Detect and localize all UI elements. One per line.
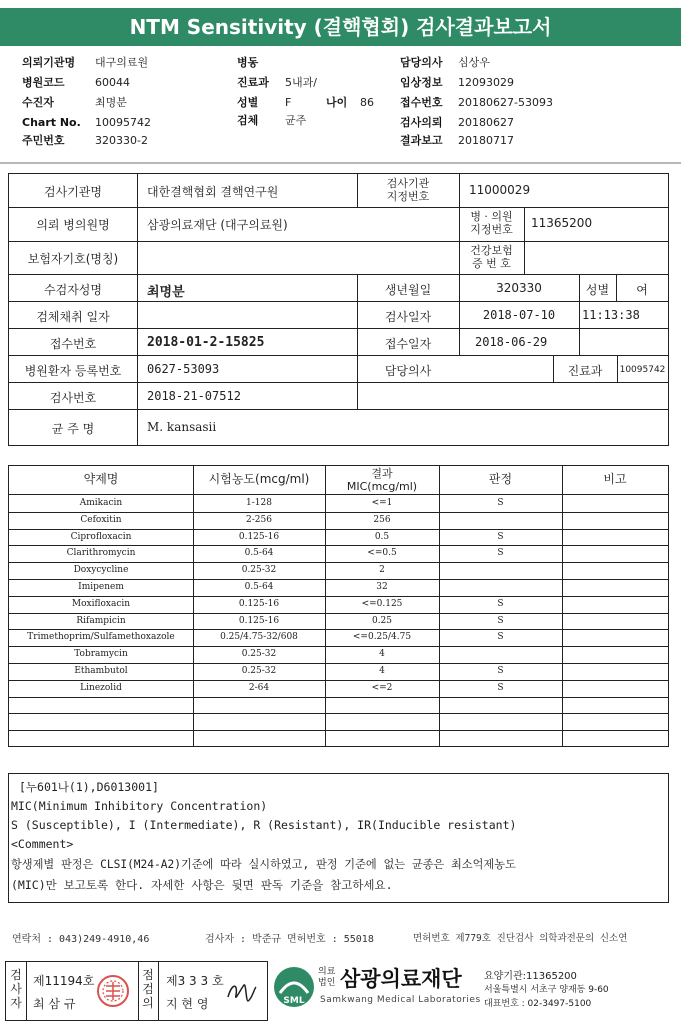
subject-label: 수검자성명 <box>44 283 102 297</box>
health-label <box>459 244 524 270</box>
mic-cell-range: 0.5-64 <box>244 582 274 592</box>
mic-cell-drug: Imipenem <box>78 582 124 592</box>
test-date-value: 2018-07-10 <box>482 308 556 322</box>
sex-value: F <box>285 96 292 109</box>
company-prefix-2: 법인 <box>318 978 336 988</box>
doctor-value: 심상우 <box>458 56 490 69</box>
mic-cell-range: 2-64 <box>248 682 270 693</box>
lab-code-label-line1: 검사기관 <box>386 177 430 190</box>
ref-code-value: 11365200 <box>531 216 593 230</box>
report-title: NTM Sensitivity (결핵협회) 검사결과보고서 <box>0 8 681 46</box>
insured-label: 보험자기호(명칭) <box>27 252 119 266</box>
mic-row <box>9 596 668 613</box>
receipt-label: 접수번호 <box>400 96 443 109</box>
mic-cell-drug: Tobramycin <box>74 649 128 660</box>
comment-mic-def: MIC(Minimum Inhibitory Concentration) <box>11 799 268 813</box>
mic-row <box>9 629 668 646</box>
license-info: 면허번호 제779호 진단검사 의학과전문의 신소연 <box>413 933 628 944</box>
mic-row <box>9 545 668 562</box>
mic-cell-range: 2-256 <box>246 514 272 525</box>
health-label-line2: 증 번 호 <box>472 257 511 270</box>
test-no-label: 검사번호 <box>49 391 97 405</box>
comment-interp-def: S (Susceptible), I (Intermediate), R (Resistant), IR(Inducible resistant) <box>11 818 517 832</box>
mic-cell-mic: 32 <box>376 582 388 592</box>
company-prefix-1: 의료 <box>318 967 336 977</box>
company-address: 서울특별시 서초구 양재동 9-60 <box>484 985 609 995</box>
referring-value: 삼광의료재단 (대구의료원) <box>147 218 288 232</box>
sex-label: 성별 <box>237 96 259 109</box>
mic-cell-drug: Moxifloxacin <box>71 598 131 609</box>
dob-value: 320330 <box>496 281 542 295</box>
mic-row <box>9 730 668 747</box>
ref-code-label-line1: 병 · 의원 <box>470 210 513 223</box>
test-date-label: 검사일자 <box>384 310 432 324</box>
mic-cell-drug: Amikacin <box>79 498 123 508</box>
report-header <box>0 52 681 156</box>
row-divider <box>9 241 668 242</box>
row-divider <box>9 355 668 356</box>
comment-box <box>8 773 669 903</box>
mic-row <box>9 529 668 546</box>
mic-cell-mic: <=0.125 <box>361 598 403 609</box>
mic-cell-drug: Ciprofloxacin <box>70 531 132 542</box>
mic-cell-range: 0.5-64 <box>244 548 274 559</box>
organism-value: M. kansasii <box>147 420 217 434</box>
subject-value: 최명분 <box>147 285 185 300</box>
mic-cell-range: 0.25-32 <box>241 649 277 660</box>
mic-cell-mic: 4 <box>379 666 385 676</box>
mic-row <box>9 613 668 630</box>
row-divider <box>9 328 668 329</box>
comment-code: [누601나(1),D6013001] <box>19 780 159 794</box>
mic-cell-range: 0.25-32 <box>241 666 277 676</box>
ward-label: 병동 <box>237 56 259 69</box>
examiner-label: 검사자 <box>10 968 22 1010</box>
specimen-value: 균주 <box>285 114 307 127</box>
company-logo-icon <box>272 965 316 1009</box>
mic-row <box>9 680 668 697</box>
reg-value: 0627-53093 <box>147 362 220 376</box>
mic-cell-range: 0.125-16 <box>238 598 280 609</box>
patient-value: 최명분 <box>95 96 127 109</box>
mic-cell-interp: S <box>497 682 504 693</box>
mic-cell-mic: <=2 <box>371 682 393 693</box>
age-label: 나이 <box>326 96 348 109</box>
col-divider <box>137 174 138 445</box>
clinical-value: 12093029 <box>458 76 514 89</box>
mic-cell-drug: Trimethoprim/Sulfamethoxazole <box>27 632 175 643</box>
institution-label: 의뢰기관명 <box>22 56 76 69</box>
age-value: 86 <box>360 96 374 109</box>
mic-cell-drug: Clarithromycin <box>66 548 136 559</box>
company-phone: 대표번호 : 02-3497-5100 <box>484 999 592 1009</box>
mic-cell-interp: S <box>497 632 504 643</box>
mic-cell-drug: Linezolid <box>80 682 122 693</box>
col-divider <box>138 962 139 1020</box>
row-divider <box>9 274 668 275</box>
mic-row <box>9 646 668 663</box>
mic-cell-mic: 0.25 <box>371 615 393 626</box>
col-divider <box>524 207 525 274</box>
dept-value: 5내과/ <box>285 76 317 89</box>
mic-cell-interp: S <box>497 498 504 508</box>
row-divider <box>9 207 668 208</box>
reviewer-number: 제3 3 3 호 <box>166 974 224 988</box>
collect-label: 검체채취 일자 <box>36 310 110 324</box>
mic-row <box>9 713 668 730</box>
seal-icon <box>96 974 130 1008</box>
lab-code-value: 11000029 <box>469 183 531 197</box>
lab-code-label <box>357 177 459 203</box>
header-note: 비고 <box>603 472 627 486</box>
chart-value: 10095742 <box>95 116 151 129</box>
mic-cell-mic: <=0.25/4.75 <box>352 632 412 643</box>
receipt-value: 20180627-53093 <box>458 96 553 109</box>
header-mic: MIC(mcg/ml) <box>346 480 418 493</box>
col-divider <box>158 962 159 1020</box>
reviewer-name: 지 현 영 <box>166 997 209 1011</box>
mic-cell-mic: 2 <box>379 565 385 576</box>
request-value: 20180627 <box>458 116 514 129</box>
mic-cell-interp: S <box>497 531 504 542</box>
hospital-code-label: 병원코드 <box>22 76 65 89</box>
dept-value: 10095742 <box>619 365 666 375</box>
accession-label: 접수번호 <box>49 337 97 351</box>
mic-row <box>9 697 668 714</box>
reviewer-label: 점검의 <box>142 968 154 1010</box>
header-range: 시험농도(mcg/ml) <box>208 472 310 486</box>
result-value: 20180717 <box>458 134 514 147</box>
info-table <box>8 173 669 446</box>
mic-cell-drug: Rifampicin <box>76 615 126 626</box>
comment-heading: <Comment> <box>11 837 74 851</box>
hospital-code-value: 60044 <box>95 76 130 89</box>
lab-value: 대한결핵협회 결핵연구원 <box>147 185 279 199</box>
mic-row <box>9 663 668 680</box>
health-label-line1: 건강보험 <box>470 244 513 257</box>
mic-cell-mic: 4 <box>379 649 385 660</box>
request-label: 검사의뢰 <box>400 116 443 129</box>
lab-code-label-line2: 지정번호 <box>386 190 430 203</box>
header-divider <box>0 162 681 164</box>
dob-label: 생년월일 <box>384 283 432 297</box>
mic-cell-range: 0.125-16 <box>238 615 280 626</box>
mic-cell-range: 0.125-16 <box>238 531 280 542</box>
mic-row <box>9 495 668 512</box>
reg-label: 병원환자 등록번호 <box>24 364 122 378</box>
resident-value: 320330-2 <box>95 134 148 147</box>
ref-code-label-line2: 지정번호 <box>470 223 513 236</box>
company-logo-area <box>270 963 670 1019</box>
test-no-value: 2018-21-07512 <box>147 389 241 403</box>
company-care-code: 요양기관:11365200 <box>484 971 577 982</box>
resident-label: 주민번호 <box>22 134 65 147</box>
sex-label: 성별 <box>585 283 610 297</box>
company-name: 삼광의료재단 <box>340 967 462 991</box>
company-english: Samkwang Medical Laboratories <box>320 995 481 1005</box>
header-drug: 약제명 <box>83 472 119 486</box>
comment-text-1: 항생제별 판정은 CLSI(M24-A2)기준에 따라 실시하였고, 판정 기준에 없는 균종은 최소억제농도 <box>11 858 516 871</box>
clinical-label: 임상정보 <box>400 76 443 89</box>
comment-text-2: (MIC)만 보고토록 한다. 자세한 사항은 뒷면 판독 기준을 참고하세요. <box>11 878 393 892</box>
mic-cell-interp: S <box>497 666 504 676</box>
dept-label: 진료과 <box>237 76 269 89</box>
mic-cell-drug: Doxycycline <box>73 565 129 576</box>
organism-label: 균 주 명 <box>51 422 95 436</box>
company-prefix <box>318 967 335 989</box>
logo-text: SML <box>283 996 305 1006</box>
received-label: 접수일자 <box>384 337 432 351</box>
mic-cell-mic: 256 <box>373 514 391 525</box>
referring-label: 의뢰 병의원명 <box>36 218 110 232</box>
examiner-number: 제11194호 <box>33 974 95 988</box>
doctor-label: 담당의사 <box>400 56 443 69</box>
mic-cell-mic: 0.5 <box>374 531 390 542</box>
mic-cell-range: 0.25/4.75-32/608 <box>220 632 298 643</box>
signature-box <box>5 961 268 1021</box>
row-divider <box>9 301 668 302</box>
signature-icon <box>224 979 260 1007</box>
patient-label: 수진자 <box>22 96 54 109</box>
chart-label: Chart No. <box>22 116 81 129</box>
mic-cell-mic: <=1 <box>371 498 393 508</box>
row-divider <box>9 409 668 410</box>
sex-value: 여 <box>636 283 648 297</box>
mic-row <box>9 579 668 596</box>
header-interp: 판정 <box>488 472 513 486</box>
contact-info: 연락처 : 043)249-4910,46 <box>12 934 150 945</box>
specimen-label: 검체 <box>237 114 259 127</box>
mic-cell-interp: S <box>497 548 504 559</box>
mic-cell-interp: S <box>497 615 504 626</box>
institution-value: 대구의료원 <box>95 56 149 69</box>
mic-row <box>9 512 668 529</box>
physician-label: 담당의사 <box>384 364 432 378</box>
row-divider <box>9 382 668 383</box>
tester-info: 검사자 : 박준규 면허번호 : 55018 <box>205 934 374 945</box>
lab-label: 검사기관명 <box>44 185 102 199</box>
result-label: 결과보고 <box>400 134 443 147</box>
ref-code-label <box>459 210 524 236</box>
mic-row <box>9 562 668 579</box>
received-value: 2018-06-29 <box>475 335 548 349</box>
test-time-value: 11:13:38 <box>582 308 640 322</box>
mic-cell-range: 0.25-32 <box>241 565 277 576</box>
header-result: 결과 <box>371 467 393 480</box>
col-divider <box>459 174 460 207</box>
mic-cell-range: 1-128 <box>246 498 272 508</box>
examiner-name: 최 삼 규 <box>33 997 76 1011</box>
dept-label: 진료과 <box>567 364 603 378</box>
mic-cell-drug: Ethambutol <box>74 666 128 676</box>
accession-value: 2018-01-2-15825 <box>147 335 265 350</box>
mic-table <box>8 465 669 747</box>
col-divider <box>26 962 27 1020</box>
mic-cell-drug: Cefoxitin <box>80 514 122 525</box>
mic-cell-interp: S <box>497 598 504 609</box>
mic-cell-mic: <=0.5 <box>367 548 397 559</box>
